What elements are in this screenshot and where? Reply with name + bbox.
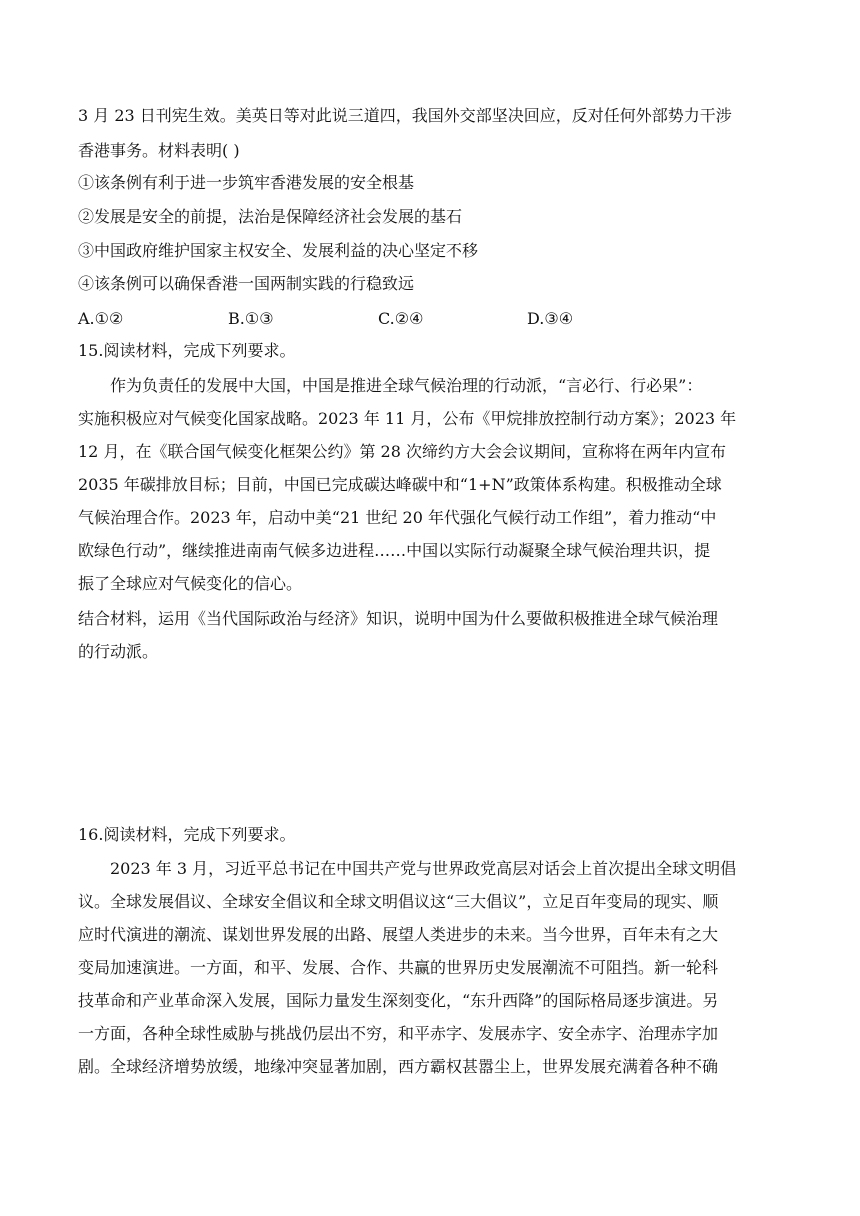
q14-statement-4: ④该条例可以确保香港一国两制实践的行稳致远	[78, 274, 415, 293]
q15-material-line-5: 气候治理合作。2023 年，启动中美“21 世纪 20 年代强化气候行动工作组”，着力推动“中	[78, 508, 717, 527]
q16-material-line-1: 2023 年 3 月，习近平总书记在中国共产党与世界政党高层对话会上首次提出全球文明倡	[110, 859, 737, 878]
q16-material-line-7: 剧。全球经济增势放缓，地缘冲突显著加剧，西方霸权甚嚣尘上，世界发展充满着各种不确	[78, 1057, 719, 1076]
q15-material-line-7: 振了全球应对气候变化的信心。	[78, 574, 303, 593]
q16-material-line-3: 应时代演进的潮流、谋划世界发展的出路、展望人类进步的未来。当今世界，百年未有之大	[78, 925, 719, 944]
q14-statement-1: ①该条例有利于进一步筑牢香港发展的安全根基	[78, 173, 415, 192]
q16-material-line-6: 一方面，各种全球性威胁与挑战仍层出不穷，和平赤字、发展赤字、安全赤字、治理赤字加	[78, 1024, 719, 1043]
q15-heading: 15.阅读材料，完成下列要求。	[78, 341, 296, 360]
q15-material-line-3: 12 月，在《联合国气候变化框架公约》第 28 次缔约方大会会议期间，宣称将在两年内宣布	[78, 442, 726, 461]
q14-statement-3: ③中国政府维护国家主权安全、发展利益的决心坚定不移	[78, 241, 479, 260]
q16-heading: 16.阅读材料，完成下列要求。	[78, 825, 296, 844]
q14-line-1: 3 月 23 日刊宪生效。美英日等对此说三道四，我国外交部坚决回应，反对任何外部势力干涉	[78, 106, 732, 125]
q14-line-2: 香港事务。材料表明( )	[78, 141, 240, 160]
q15-question-line-1: 结合材料，运用《当代国际政治与经济》知识，说明中国为什么要做积极推进全球气候治理	[78, 609, 719, 628]
q16-material-line-2: 议。全球发展倡议、全球安全倡议和全球文明倡议这“三大倡议”，立足百年变局的现实、顺	[78, 892, 719, 911]
q14-option-b[interactable]: B.①③	[228, 309, 274, 328]
q14-option-d[interactable]: D.③④	[527, 309, 574, 328]
q15-material-line-1: 作为负责任的发展中大国，中国是推进全球气候治理的行动派，“言必行、行必果”：	[110, 376, 703, 395]
q15-material-line-4: 2035 年碳排放目标；目前，中国已完成碳达峰碳中和“1+N”政策体系构建。积极推动全球	[78, 475, 722, 494]
q16-material-line-4: 变局加速演进。一方面，和平、发展、合作、共赢的世界历史发展潮流不可阻挡。新一轮科	[78, 958, 719, 977]
q14-option-c[interactable]: C.②④	[378, 309, 424, 328]
q15-material-line-2: 实施积极应对气候变化国家战略。2023 年 11 月，公布《甲烷排放控制行动方案》；2023 年	[78, 409, 737, 428]
q15-question-line-2: 的行动派。	[78, 642, 159, 661]
q14-option-a[interactable]: A.①②	[78, 309, 124, 328]
q16-material-line-5: 技革命和产业革命深入发展，国际力量发生深刻变化，“东升西降”的国际格局逐步演进。另	[78, 991, 719, 1010]
q14-statement-2: ②发展是安全的前提，法治是保障经济社会发展的基石	[78, 207, 463, 226]
q15-material-line-6: 欧绿色行动”，继续推进南南气候多边进程……中国以实际行动凝聚全球气候治理共识，提	[78, 541, 711, 560]
q14-options	[78, 306, 782, 332]
